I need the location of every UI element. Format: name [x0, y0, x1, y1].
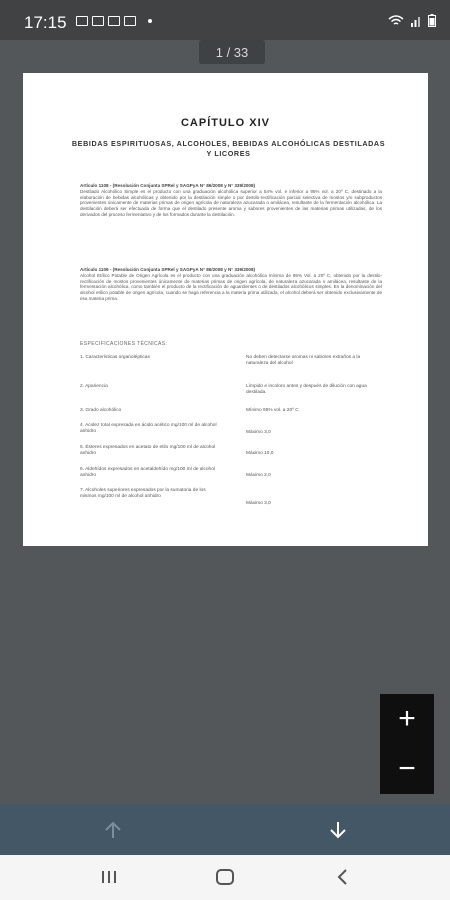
spec-label: 3. Grado alcohólico — [80, 408, 122, 413]
spec-value: Máximo 3,0 — [246, 430, 271, 435]
notification-icons — [76, 16, 152, 26]
article-heading: Artículo 1108 - (Resolución Conjunta SPRel y SAGPyA N° 86/2008 y N° 339/2008) — [80, 183, 256, 188]
spec-value: Máximo 3,0 — [246, 501, 271, 506]
image-icon — [76, 16, 88, 26]
zoom-controls — [380, 694, 434, 794]
recent-apps-icon — [100, 869, 118, 885]
article-body: Destilado Alcohólico Simple es el producto con una graduación alcohólica superior a 54% vol. e inferior a 95% vol. a 20º C, destinado a la elaboración de bebidas alcohólicas y obtenido por la destilación simple o por destilo-rectificación parcial selectiva de mostos y/o subproductos provenientes únicamente de materias primas de origen agrícola de naturaleza azucarada o amilácea, resultante de la fermentación alcohólica. La destilación deberá ser efectuada de forma que el destilado presente aroma y sabores provenientes de las materias primas utilizadas, de los derivados del proceso fermentativo y de los formados durante la destilación. — [80, 188, 382, 217]
article-heading: Artículo 1109 - (Resolución Conjunta SPRel y SAGPyA N° 86/2008 y N° 339/2008) — [80, 267, 256, 272]
page-indicator: 1 / 33 — [199, 40, 265, 64]
home-icon — [215, 868, 235, 886]
spec-value: Máximo 2,0 — [246, 473, 271, 478]
article-body: Alcohol Etílico Potable de Origen Agrícola es el producto con una graduación alcohólica mínima de 95% Vol. a 20º C, obtenido por la destilo-rectificación de mostos provenientes únicamente de materias primas de origen agrícola, de naturaleza azucarada o amilácea, resultante de la fermentación alcohólica, como también el producto de la rectificación de aguardientes o de destilados alcohólicos simples. En la denominación del alcohol etílico potable de origen agrícola, cuando se haga referencia a la materia prima utilizada, el alcohol deberá ser obtenido exclusivamente de esa materia prima. — [80, 272, 382, 301]
zoom-out-button[interactable] — [380, 744, 434, 794]
chapter-subtitle: BEBIDAS ESPIRITUOSAS, ALCOHOLES, BEBIDAS ALCOHÓLICAS DESTILADAS Y LICORES — [71, 139, 386, 158]
spec-label: 5. Ésteres expresados en acetato de etilo mg/100 ml de alcohol anhidro — [80, 445, 216, 456]
gallery-icon — [92, 16, 104, 26]
status-time: 17:15 — [24, 13, 67, 32]
arrow-up-icon — [103, 820, 123, 840]
spec-label: 4. Acidez total expresada en ácido acético mg/100 ml de alcohol anhidro — [80, 423, 217, 434]
email-icon — [108, 16, 120, 26]
notification-dot-icon — [148, 19, 152, 23]
spec-label: 6. Aldehídos expresados en acetaldehído mg/100 ml de alcohol anhidro — [80, 467, 215, 478]
spec-label: 2. Apariencia — [80, 384, 108, 389]
page-nav-toolbar — [0, 804, 450, 855]
spec-label: 1. Características organolépticas — [80, 355, 150, 360]
article-1108 — [80, 183, 382, 218]
spec-value: Mínimo 95% vol. a 20º C — [246, 408, 299, 413]
chapter-title: CAPÍTULO XIV — [180, 117, 270, 129]
calendar-icon — [124, 16, 136, 26]
system-status-icons — [388, 14, 436, 27]
spec-value: Máximo 10,0 — [246, 451, 274, 456]
article-1109 — [80, 267, 382, 302]
zoom-in-button[interactable] — [380, 694, 434, 744]
status-bar — [0, 0, 450, 40]
arrow-down-icon — [328, 820, 348, 840]
previous-page-button[interactable] — [97, 814, 129, 846]
spec-value: No deben detectarse aromas ni sabores extraños a la naturaleza del alcohol — [246, 355, 361, 366]
spec-value: Límpido e incoloro antes y después de dilución con agua destilada. — [246, 384, 367, 395]
battery-icon — [428, 14, 436, 27]
home-button[interactable] — [210, 865, 240, 889]
document-page[interactable] — [23, 73, 428, 546]
wifi-icon — [388, 15, 404, 27]
back-button[interactable] — [328, 865, 358, 889]
recent-apps-button[interactable] — [94, 865, 124, 889]
minus-icon: − — [398, 752, 416, 785]
spec-label: 7. Alcoholes superiores expresados por la sumatoria de los mismos mg/100 ml de alcohol anhidro — [80, 488, 206, 499]
system-navigation-bar — [0, 855, 450, 900]
next-page-button[interactable] — [322, 814, 354, 846]
specs-title: ESPECIFICACIONES TÉCNICAS: — [80, 341, 168, 347]
back-icon — [335, 868, 351, 886]
plus-icon: + — [398, 702, 416, 735]
signal-icon — [410, 15, 422, 27]
